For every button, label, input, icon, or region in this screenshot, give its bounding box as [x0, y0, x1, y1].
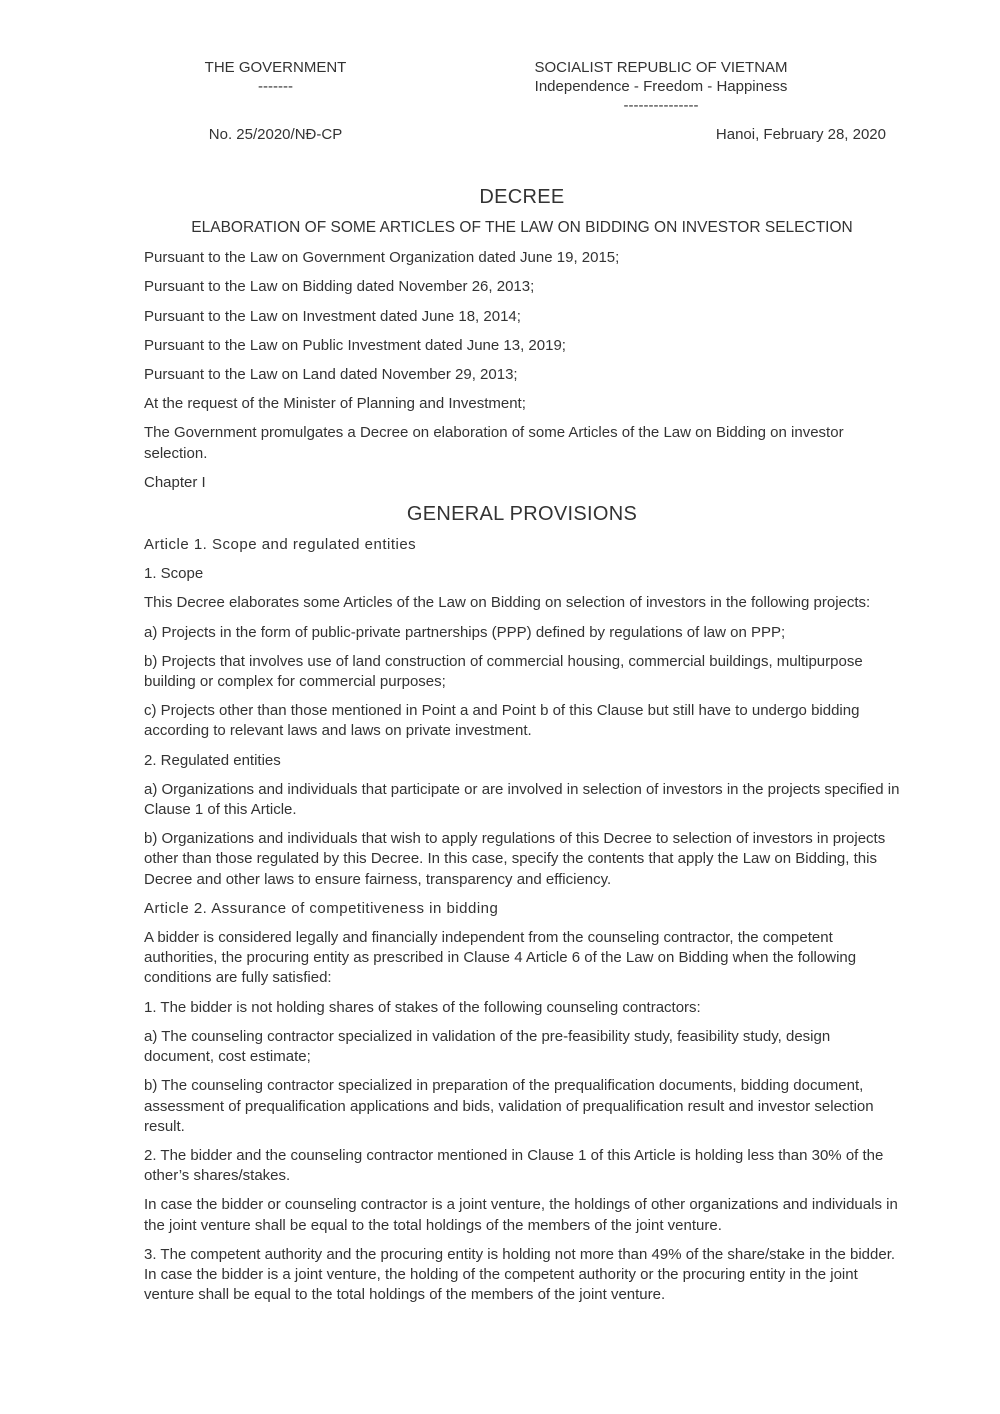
- article-1-heading: Article 1. Scope and regulated entities: [144, 536, 417, 554]
- issue-place-date: Hanoi, February 28, 2020: [715, 126, 886, 143]
- body-paragraph: b) Organizations and individuals that wish to apply regulations of this Decree to selection of investors in projects other than those regulated by this Decree. In this case, specify the contents that apply the Law on Bidding, this Decree and other laws to ensure fairness, transparency and efficiency.: [144, 830, 886, 888]
- body-paragraph: 1. The bidder is not holding shares of stakes of the following counseling contractors:: [144, 998, 701, 1016]
- national-title: SOCIALIST REPUBLIC OF VIETNAM: [534, 59, 788, 76]
- preamble-paragraph: Pursuant to the Law on Bidding dated November 26, 2013;: [144, 278, 535, 296]
- body-paragraph: 2. The bidder and the counseling contractor mentioned in Clause 1 of this Article is holding less than 30% of the other’s shares/stakes.: [144, 1146, 884, 1185]
- body-paragraph: 2. Regulated entities: [144, 751, 281, 769]
- preamble-paragraph: Pursuant to the Law on Land dated November 29, 2013;: [144, 366, 518, 384]
- body-paragraph: A bidder is considered legally and financially independent from the counseling contractor, the competent authorities, the procuring entity as prescribed in Clause 4 Article 6 of the Law on Bidding when the following conditions are fully satisfied:: [144, 929, 857, 987]
- body-paragraph: a) The counseling contractor specialized in validation of the pre-feasibility study, feasibility study, design document, cost estimate;: [144, 1027, 831, 1066]
- authority-separator: -------: [258, 78, 293, 95]
- body-paragraph: In case the bidder or counseling contractor is a joint venture, the holdings of other organizations and individuals in the joint venture shall be equal to the total holdings of the members of the joint venture.: [144, 1196, 898, 1234]
- chapter-title: GENERAL PROVISIONS: [406, 503, 638, 526]
- preamble-paragraph: Pursuant to the Law on Investment dated June 18, 2014;: [144, 307, 521, 325]
- national-motto: Independence - Freedom - Happiness: [534, 78, 788, 95]
- article-2-heading: Article 2. Assurance of competitiveness in bidding: [144, 899, 499, 917]
- body-paragraph: a) Organizations and individuals that participate or are involved in selection of investors in the projects specified in Clause 1 of this Article.: [144, 780, 900, 819]
- body-paragraph: b) The counseling contractor specialized in preparation of the prequalification documents, bidding document, assessment of prequalification applications and bids, validation of prequalification result and investor selection result.: [144, 1077, 874, 1135]
- decree-subtitle: ELABORATION OF SOME ARTICLES OF THE LAW ON BIDDING ON INVESTOR SELECTION: [191, 219, 853, 236]
- body-paragraph: c) Projects other than those mentioned in Point a and Point b of this Clause but still have to undergo bidding according to relevant laws and laws on private investment.: [144, 702, 860, 740]
- preamble-paragraph: At the request of the Minister of Planning and Investment;: [144, 395, 526, 413]
- chapter-label: Chapter I: [144, 473, 206, 491]
- body-paragraph: b) Projects that involves use of land construction of commercial housing, commercial buildings, multipurpose building or complex for commercial purposes;: [144, 652, 863, 691]
- body-paragraph: 1. Scope: [144, 565, 204, 583]
- document-number: No. 25/2020/NĐ-CP: [208, 126, 343, 143]
- body-paragraph: This Decree elaborates some Articles of the Law on Bidding on selection of investors in the following projects:: [144, 594, 871, 612]
- header-right-column: [422, 58, 900, 115]
- preamble-paragraph: The Government promulgates a Decree on elaboration of some Articles of the Law on Bidding on investor selection.: [144, 424, 844, 462]
- preamble-paragraph: Pursuant to the Law on Government Organization dated June 19, 2015;: [144, 249, 620, 267]
- preamble-paragraph: Pursuant to the Law on Public Investment dated June 13, 2019;: [144, 336, 566, 354]
- header-left-column: [144, 58, 407, 115]
- motto-separator: ---------------: [623, 97, 699, 114]
- issuing-authority: THE GOVERNMENT: [204, 59, 347, 76]
- decree-title: DECREE: [479, 186, 565, 208]
- body-paragraph: a) Projects in the form of public-private partnerships (PPP) defined by regulations of law on PPP;: [144, 623, 786, 641]
- body-paragraph: 3. The competent authority and the procuring entity is holding not more than 49% of the share/stake in the bidder. In case the bidder is a joint venture, the holding of the competent authority or the procuring entity in the joint venture shall be equal to the total holdings of the members of the joint venture.: [144, 1245, 896, 1304]
- document-header-row2: [144, 125, 900, 144]
- document-header: [144, 58, 900, 115]
